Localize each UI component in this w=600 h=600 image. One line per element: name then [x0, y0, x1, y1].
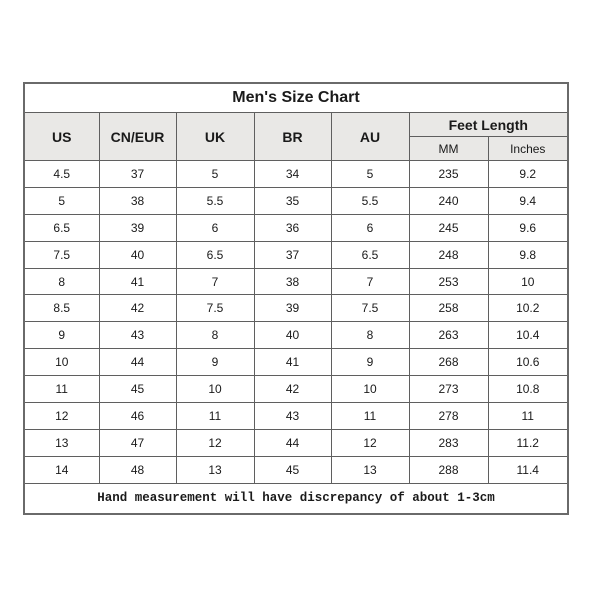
size-cell: 10 [331, 376, 409, 403]
size-cell: 10 [176, 376, 254, 403]
table-row [24, 268, 568, 295]
size-cell: 10 [488, 268, 568, 295]
size-cell: 34 [254, 161, 331, 188]
col-header-feet-length: Feet Length [409, 113, 568, 137]
size-cell: 42 [99, 295, 176, 322]
header-row-top [24, 113, 568, 137]
size-cell: 9 [24, 322, 99, 349]
table-row [24, 403, 568, 430]
size-cell: 5 [331, 161, 409, 188]
size-cell: 11.2 [488, 429, 568, 456]
size-cell: 5 [24, 187, 99, 214]
size-cell: 6.5 [331, 241, 409, 268]
size-cell: 11.4 [488, 456, 568, 483]
size-cell: 11 [176, 403, 254, 430]
size-cell: 258 [409, 295, 488, 322]
size-cell: 11 [24, 376, 99, 403]
title-row [24, 83, 568, 113]
size-table-body [24, 161, 568, 484]
size-cell: 268 [409, 349, 488, 376]
size-cell: 6 [331, 214, 409, 241]
size-cell: 7.5 [24, 241, 99, 268]
col-header-au: AU [331, 113, 409, 161]
size-cell: 43 [254, 403, 331, 430]
col-header-uk: UK [176, 113, 254, 161]
size-cell: 45 [254, 456, 331, 483]
col-header-br: BR [254, 113, 331, 161]
size-cell: 12 [24, 403, 99, 430]
size-cell: 39 [99, 214, 176, 241]
size-cell: 5 [176, 161, 254, 188]
size-cell: 7 [331, 268, 409, 295]
size-cell: 38 [254, 268, 331, 295]
size-cell: 8.5 [24, 295, 99, 322]
size-cell: 7.5 [331, 295, 409, 322]
table-row [24, 376, 568, 403]
size-cell: 235 [409, 161, 488, 188]
size-cell: 48 [99, 456, 176, 483]
size-cell: 11 [331, 403, 409, 430]
table-row [24, 295, 568, 322]
size-cell: 4.5 [24, 161, 99, 188]
size-cell: 40 [254, 322, 331, 349]
size-cell: 6.5 [176, 241, 254, 268]
size-cell: 13 [331, 456, 409, 483]
size-cell: 7.5 [176, 295, 254, 322]
size-cell: 35 [254, 187, 331, 214]
size-cell: 42 [254, 376, 331, 403]
measurement-note: Hand measurement will have discrepancy of about 1-3cm [24, 483, 568, 514]
size-cell: 9 [331, 349, 409, 376]
size-cell: 278 [409, 403, 488, 430]
table-row [24, 241, 568, 268]
size-cell: 9.2 [488, 161, 568, 188]
table-row [24, 456, 568, 483]
size-cell: 10.6 [488, 349, 568, 376]
table-row [24, 349, 568, 376]
size-cell: 14 [24, 456, 99, 483]
size-cell: 253 [409, 268, 488, 295]
size-cell: 6.5 [24, 214, 99, 241]
size-chart-table [23, 82, 569, 515]
size-cell: 9.8 [488, 241, 568, 268]
size-cell: 263 [409, 322, 488, 349]
col-header-cn-eur: CN/EUR [99, 113, 176, 161]
size-cell: 9.4 [488, 187, 568, 214]
col-header-mm: MM [409, 137, 488, 161]
size-cell: 5.5 [331, 187, 409, 214]
size-cell: 44 [254, 429, 331, 456]
size-cell: 13 [176, 456, 254, 483]
size-cell: 12 [176, 429, 254, 456]
size-cell: 41 [99, 268, 176, 295]
table-row [24, 214, 568, 241]
size-cell: 46 [99, 403, 176, 430]
size-cell: 36 [254, 214, 331, 241]
col-header-inches: Inches [488, 137, 568, 161]
footer-row [24, 483, 568, 514]
size-cell: 248 [409, 241, 488, 268]
chart-title: Men's Size Chart [24, 83, 568, 113]
col-header-us: US [24, 113, 99, 161]
size-cell: 13 [24, 429, 99, 456]
size-cell: 288 [409, 456, 488, 483]
size-cell: 47 [99, 429, 176, 456]
size-cell: 37 [99, 161, 176, 188]
size-cell: 37 [254, 241, 331, 268]
table-row [24, 429, 568, 456]
size-cell: 12 [331, 429, 409, 456]
size-cell: 8 [24, 268, 99, 295]
size-cell: 44 [99, 349, 176, 376]
size-cell: 9.6 [488, 214, 568, 241]
size-cell: 11 [488, 403, 568, 430]
size-cell: 38 [99, 187, 176, 214]
size-cell: 8 [331, 322, 409, 349]
size-cell: 10 [24, 349, 99, 376]
size-cell: 45 [99, 376, 176, 403]
table-row [24, 322, 568, 349]
size-cell: 8 [176, 322, 254, 349]
size-cell: 41 [254, 349, 331, 376]
size-cell: 7 [176, 268, 254, 295]
size-cell: 10.4 [488, 322, 568, 349]
size-cell: 10.2 [488, 295, 568, 322]
size-cell: 40 [99, 241, 176, 268]
size-cell: 43 [99, 322, 176, 349]
size-cell: 39 [254, 295, 331, 322]
size-cell: 5.5 [176, 187, 254, 214]
table-row [24, 161, 568, 188]
size-cell: 273 [409, 376, 488, 403]
table-row [24, 187, 568, 214]
size-cell: 10.8 [488, 376, 568, 403]
size-cell: 245 [409, 214, 488, 241]
size-cell: 283 [409, 429, 488, 456]
size-cell: 9 [176, 349, 254, 376]
size-cell: 240 [409, 187, 488, 214]
size-cell: 6 [176, 214, 254, 241]
